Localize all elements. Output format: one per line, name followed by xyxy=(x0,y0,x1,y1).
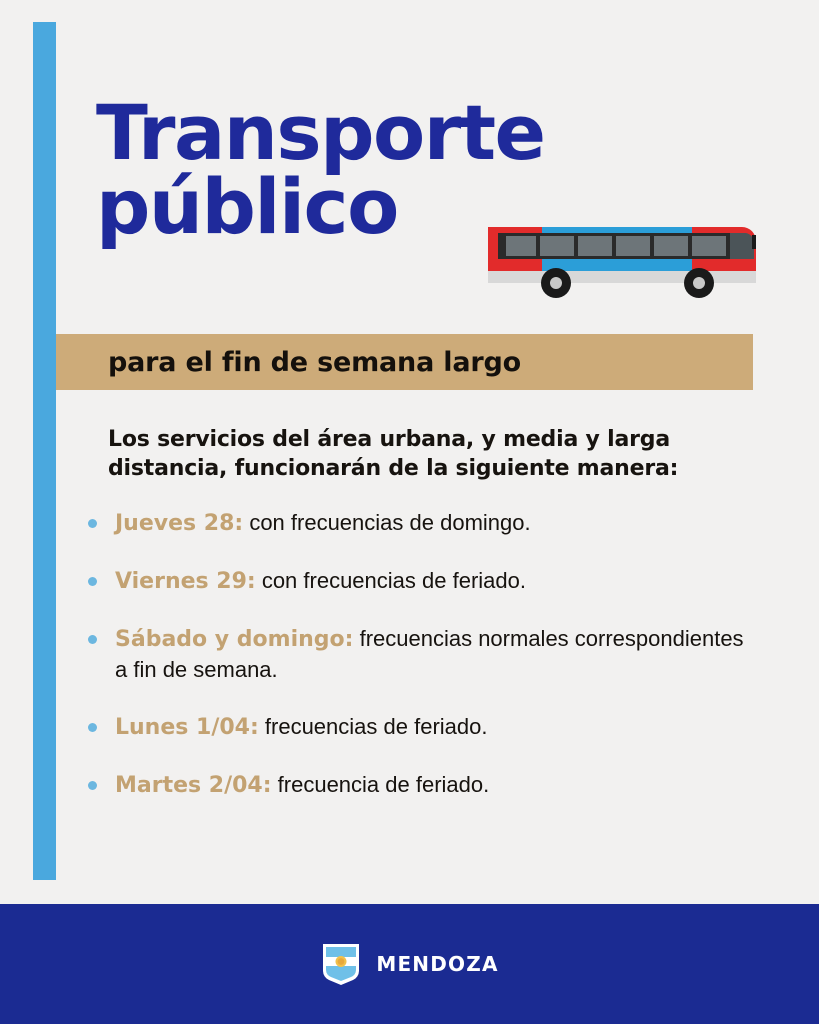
intro-paragraph: Los servicios del área urbana, y media y larga distancia, funcionarán de la siguiente manera: xyxy=(108,427,679,482)
list-item-day: Lunes 1/04: xyxy=(115,714,259,740)
list-item-day: Jueves 28: xyxy=(115,511,244,536)
bullet-icon xyxy=(88,577,97,586)
list-item xyxy=(88,712,748,743)
argentina-sun-emblem-icon xyxy=(320,941,362,987)
list-item-desc: frecuencias de feriado. xyxy=(258,713,488,739)
bullet-icon xyxy=(88,519,97,528)
city-bus-icon xyxy=(484,213,762,305)
subtitle-band xyxy=(56,334,753,390)
list-item-day: Sábado y domingo: xyxy=(115,626,354,652)
list-item-day: Viernes 29: xyxy=(115,568,256,594)
footer-label: MENDOZA xyxy=(376,952,499,976)
title-line-2: público xyxy=(96,162,398,252)
list-item xyxy=(88,770,748,801)
left-accent-bar xyxy=(33,22,56,880)
list-item-desc: frecuencias normales correspondientes a fin de semana. xyxy=(115,625,744,682)
bullet-icon xyxy=(88,781,97,790)
footer-bar xyxy=(0,904,819,1024)
list-item xyxy=(88,624,748,685)
schedule-list xyxy=(88,508,748,827)
list-item-desc: con frecuencias de feriado. xyxy=(255,567,526,593)
bullet-icon xyxy=(88,723,97,732)
subtitle-text: para el fin de semana largo xyxy=(108,346,521,378)
list-item xyxy=(88,566,748,597)
list-item-desc: con frecuencias de domingo. xyxy=(243,510,531,535)
title-line-1: Transporte xyxy=(96,88,545,177)
list-item-day: Martes 2/04: xyxy=(115,772,272,798)
list-item-desc: frecuencia de feriado. xyxy=(271,771,490,797)
bullet-icon xyxy=(88,635,97,644)
list-item xyxy=(88,508,748,539)
